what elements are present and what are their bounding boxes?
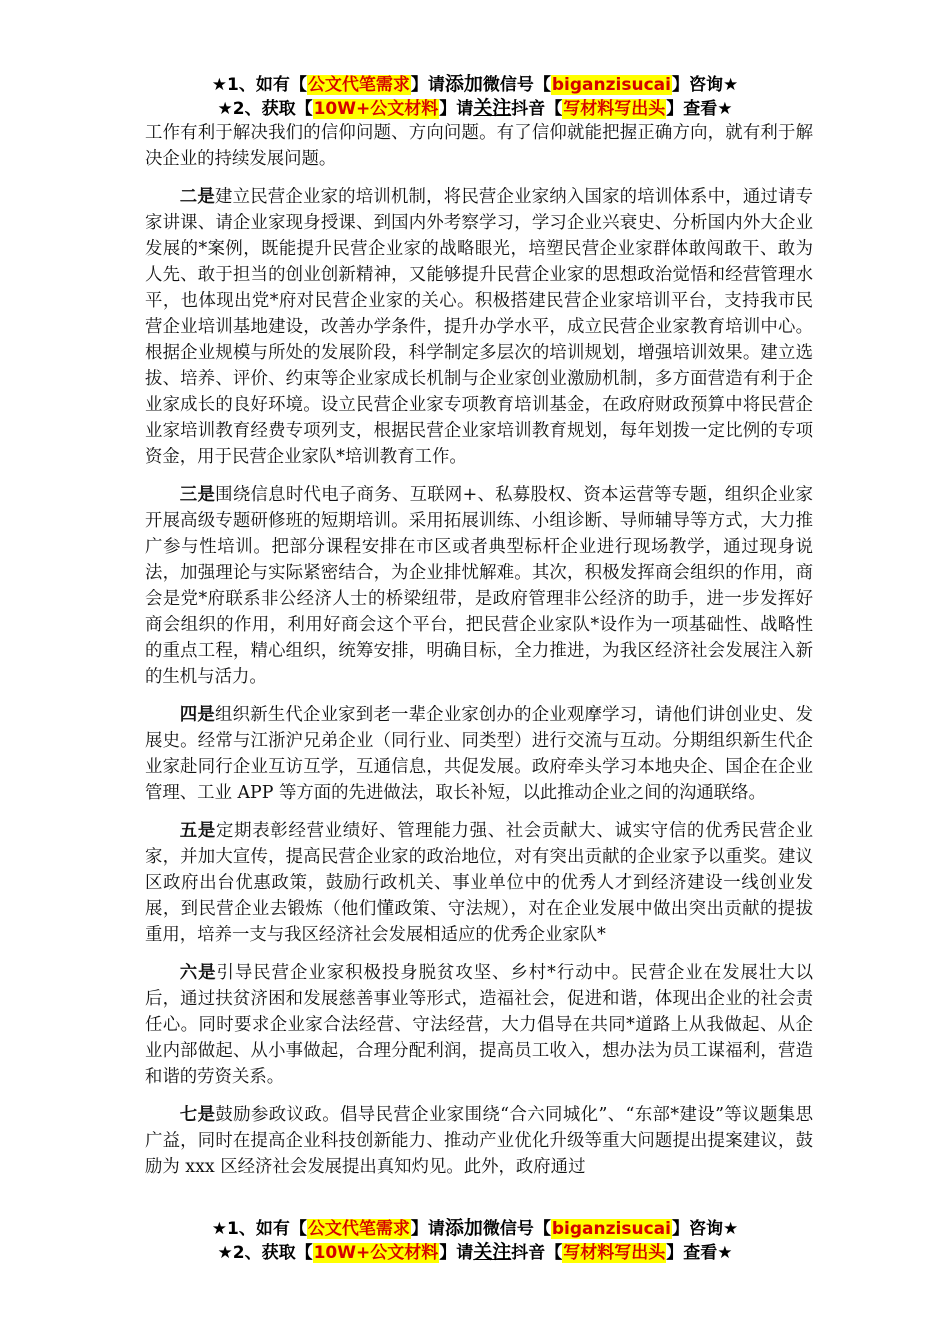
banner-text: ★2、获取【 <box>217 1243 313 1263</box>
paragraph-lead: 二是 <box>179 187 215 207</box>
header-banner <box>0 72 950 120</box>
banner-text: 】请 <box>410 75 445 95</box>
banner-line-1 <box>0 72 950 96</box>
banner-text: 】咨询★ <box>671 1219 739 1239</box>
paragraph-text: 鼓励参政议政。倡导民营企业家围绕“合六同城化”、“东部*建设”等议题集思广益，同时在提高企业科技创新能力、推动产业优化升级等重大问题提出提案建议，鼓励为 xxx 区经济社会发展提出真知灼见。此外，政府通过 <box>145 1105 813 1177</box>
banner-text: 】请 <box>410 1219 445 1239</box>
banner-keyword: 添加 <box>444 73 483 95</box>
banner-text: 微信号【 <box>482 1219 551 1239</box>
banner-text: ★2、获取【 <box>217 99 313 119</box>
footer-banner <box>0 1216 950 1264</box>
banner-text: 】咨询★ <box>671 75 739 95</box>
highlight-wechat-id: biganzisucai <box>551 1219 671 1239</box>
paragraph-lead: 四是 <box>179 705 215 725</box>
banner-text: ★1、如有【 <box>211 1219 307 1239</box>
highlight-douyin-id: 写材料写出头 <box>563 1243 666 1263</box>
banner-text: 】查看★ <box>666 99 733 119</box>
highlight-service: 公文代笔需求 <box>307 75 410 95</box>
banner-line-2 <box>0 1240 950 1264</box>
paragraph-lead: 六是 <box>179 963 217 983</box>
banner-keyword: 关注 <box>473 97 512 119</box>
paragraph-7 <box>145 1102 813 1180</box>
paragraph-6 <box>145 960 813 1090</box>
paragraph-3 <box>145 482 813 690</box>
paragraph-continuation: 工作有利于解决我们的信仰问题、方向问题。有了信仰就能把握正确方向，就有利于解决企业的持续发展问题。 <box>145 123 813 169</box>
banner-text: 】请 <box>439 99 474 119</box>
banner-text: 】查看★ <box>666 1243 733 1263</box>
highlight-materials: 10W+公文材料 <box>313 99 439 119</box>
highlight-wechat-id: biganzisucai <box>551 75 671 95</box>
paragraph-lead: 五是 <box>179 821 217 841</box>
paragraph-text: 定期表彰经营业绩好、管理能力强、社会贡献大、诚实守信的优秀民营企业家，并加大宣传，提高民营企业家的政治地位，对有突出贡献的企业家予以重奖。建议区政府出台优惠政策，鼓励行政机关、事业单位中的优秀人才到经济建设一线创业发展，到民营企业去锻炼（他们懂政策、守法规），对在企业发展中做出突出贡献的提拔重用，培养一支与我区经济社会发展相适应的优秀企业家队* <box>145 821 813 945</box>
banner-keyword: 添加 <box>444 1217 483 1239</box>
banner-text: 微信号【 <box>482 75 551 95</box>
paragraph-5 <box>145 818 813 948</box>
paragraph-text: 组织新生代企业家到老一辈企业家创办的企业观摩学习，请他们讲创业史、发展史。经常与江浙沪兄弟企业（同行业、同类型）进行交流与互动。分期组织新生代企业家赴同行企业互访互学，互通信息，共促发展。政府牵头学习本地央企、国企在企业管理、工业 APP 等方面的先进做法，取长补短，以此推动企业之间的沟通联络。 <box>145 705 813 803</box>
paragraph-text: 引导民营企业家积极投身脱贫攻坚、乡村*行动中。民营企业在发展壮大以后，通过扶贫济困和发展慈善事业等形式，造福社会，促进和谐，体现出企业的社会责任心。同时要求企业家合法经营、守法经营，大力倡导在共同*道路上从我做起、从企业内部做起、从小事做起，合理分配利润，提高员工收入，想办法为员工谋福利，营造和谐的劳资关系。 <box>145 963 813 1087</box>
highlight-douyin-id: 写材料写出头 <box>563 99 666 119</box>
highlight-materials: 10W+公文材料 <box>313 1243 439 1263</box>
banner-line-2 <box>0 96 950 120</box>
paragraph-text: 围绕信息时代电子商务、互联网+、私募股权、资本运营等专题，组织企业家开展高级专题研修班的短期培训。采用拓展训练、小组诊断、导师辅导等方式，大力推广参与性培训。把部分课程安排在市区或者典型标杆企业进行现场教学，通过现身说法，加强理论与实际紧密结合，为企业排忧解难。其次，积极发挥商会组织的作用，商会是党*府联系非公经济人士的桥梁纽带，是政府管理非公经济的助手，进一步发挥好商会组织的作用，利用好商会这个平台，把民营企业家队*设作为一项基础性、战略性的重点工程，精心组织，统筹安排，明确目标，全力推进，为我区经济社会发展注入新的生机与活力。 <box>145 485 813 687</box>
paragraph-text: 建立民营企业家的培训机制，将民营企业家纳入国家的培训体系中，通过请专家讲课、请企业家现身授课、到国内外考察学习，学习企业兴衰史、分析国内外大企业发展的*案例，既能提升民营企业家的战略眼光，培塑民营企业家群体敢闯敢干、敢为人先、敢于担当的创业创新精神，又能够提升民营企业家的思想政治觉悟和经营管理水平，也体现出党*府对民营企业家的关心。积极搭建民营企业家培训平台，支持我市民营企业培训基地建设，改善办学条件，提升办学水平，成立民营企业家教育培训中心。根据企业规模与所处的发展阶段，科学制定多层次的培训规划，增强培训效果。建立选拔、培养、评价、约束等企业家成长机制与企业家创业激励机制，多方面营造有利于企业家成长的良好环境。设立民营企业家专项教育培训基金，在政府财政预算中将民营企业家培训教育经费专项列支，根据民营企业家培训教育规划，每年划拨一定比例的专项资金，用于民营企业家队*培训教育工作。 <box>145 187 813 467</box>
banner-text: 】请 <box>439 1243 474 1263</box>
banner-keyword: 关注 <box>473 1241 512 1263</box>
banner-line-1 <box>0 1216 950 1240</box>
paragraph-2 <box>145 184 813 470</box>
highlight-service: 公文代笔需求 <box>307 1219 410 1239</box>
banner-text: 抖音【 <box>511 99 563 119</box>
banner-text: 抖音【 <box>511 1243 563 1263</box>
paragraph-lead: 七是 <box>179 1105 216 1125</box>
banner-text: ★1、如有【 <box>211 75 307 95</box>
document-body <box>145 120 813 1192</box>
paragraph-4 <box>145 702 813 806</box>
paragraph-lead: 三是 <box>179 485 216 505</box>
